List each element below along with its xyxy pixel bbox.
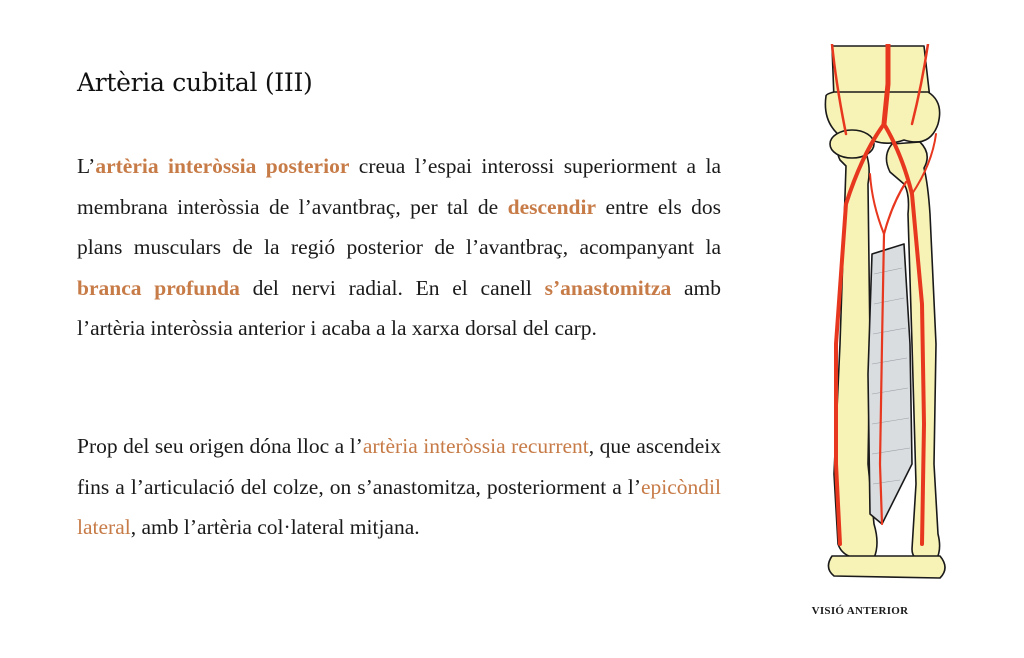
highlight-term: s’anastomitza <box>544 275 672 300</box>
paragraph-2 <box>77 426 721 548</box>
text-segment: creua l’espai interossi superiorment a la membrana interòssia de l’avantbraç, per tal de <box>77 154 721 219</box>
highlight-term: artèria interòssia recurrent <box>362 434 589 458</box>
forearm-anatomy-illustration <box>812 44 952 594</box>
humerus-bone <box>832 46 930 99</box>
page-title: Artèria cubital (III) <box>77 68 313 97</box>
carpal-bones <box>828 556 945 578</box>
highlight-term: descendir <box>507 194 597 219</box>
text-segment: L’ <box>77 154 96 178</box>
text-segment: entre els dos plans musculars de la regió posterior de l’avantbraç, acompanyant la <box>77 194 721 259</box>
recurrent-interosseous-artery <box>870 174 884 234</box>
interosseous-membrane <box>868 244 912 524</box>
paragraph-1 <box>77 146 721 349</box>
text-segment: , amb l’artèria col·lateral mitjana. <box>130 515 420 539</box>
figure-caption: VISIÓ ANTERIOR <box>811 605 909 617</box>
text-segment: del nervi radial. En el canell <box>239 275 545 300</box>
highlight-term: branca profunda <box>77 275 240 300</box>
highlight-term: artèria interòssia posterior <box>95 154 350 178</box>
text-segment: , que ascendeix fins a l’articulació del colze, on s’anastomitza, posteriorment a l’ <box>77 434 721 499</box>
highlight-term: epicòndil lateral <box>77 474 721 539</box>
text-segment: amb l’artèria interòssia anterior i acaba a la xarxa dorsal del carp. <box>77 275 721 340</box>
text-segment: Prop del seu origen dóna lloc a l’ <box>77 434 363 458</box>
